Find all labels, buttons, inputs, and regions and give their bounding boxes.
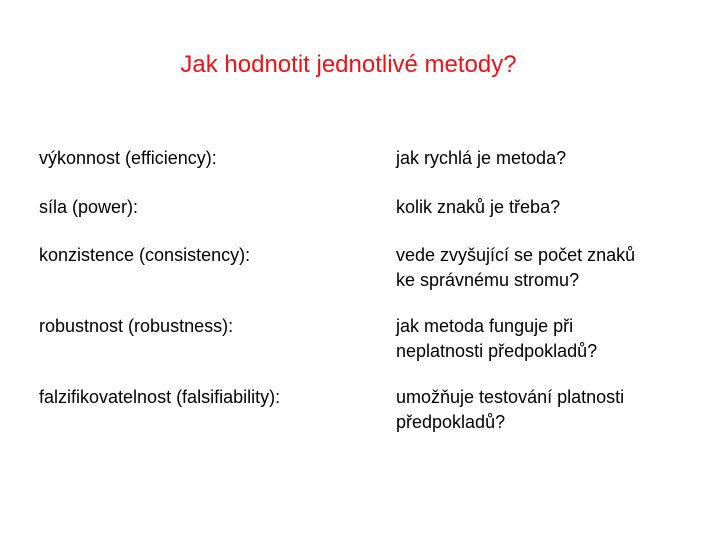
term-consistency: konzistence (consistency): <box>39 245 251 265</box>
question-line: vede zvyšující se počet znaků <box>396 245 636 265</box>
question-line: jak metoda funguje při <box>396 316 574 336</box>
question-line: neplatnosti předpokladů? <box>396 341 598 361</box>
slide-title: Jak hodnotit jednotlivé metody? <box>180 51 517 78</box>
question-line: jak rychlá je metoda? <box>396 148 567 168</box>
question-power <box>396 195 696 220</box>
term-robustness: robustnost (robustness): <box>39 316 234 336</box>
term-falsifiability: falzifikovatelnost (falsifiability): <box>39 387 281 407</box>
question-consistency <box>396 243 696 293</box>
question-line: předpokladů? <box>396 412 506 432</box>
question-falsifiability <box>396 385 696 435</box>
term-power: síla (power): <box>39 197 139 217</box>
question-line: umožňuje testování platnosti <box>396 387 625 407</box>
question-efficiency <box>396 146 696 171</box>
question-robustness <box>396 314 696 364</box>
term-efficiency: výkonnost (efficiency): <box>39 148 217 168</box>
question-line: kolik znaků je třeba? <box>396 197 561 217</box>
question-line: ke správnému stromu? <box>396 270 580 290</box>
